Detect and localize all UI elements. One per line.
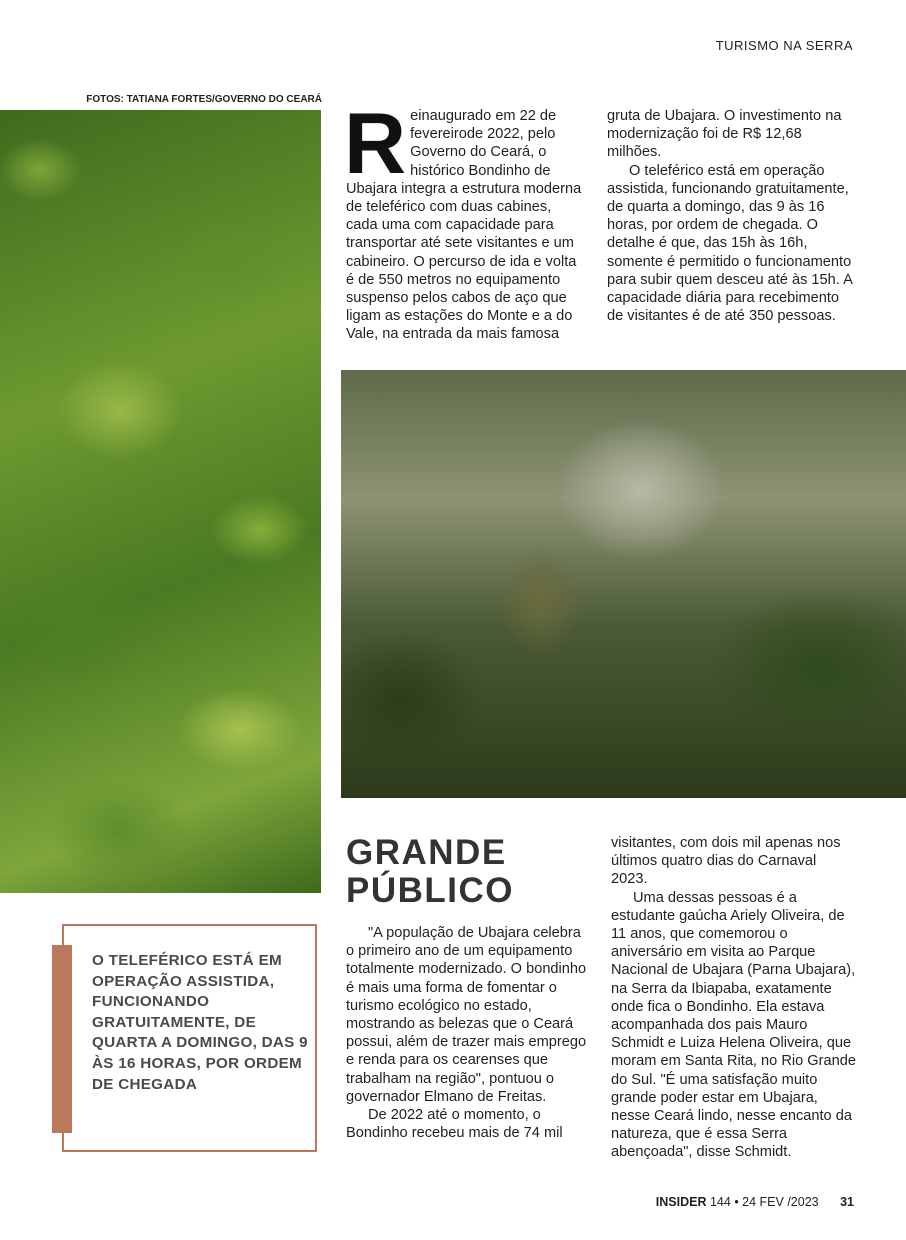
photo-credit: FOTOS: TATIANA FORTES/GOVERNO DO CEARÁ (86, 94, 322, 105)
section-heading (346, 834, 514, 910)
body-column-3 (346, 924, 591, 1142)
page-footer (656, 1195, 854, 1209)
heading-line-2: PÚBLICO (346, 871, 514, 910)
section-label: TURISMO NA SERRA (715, 38, 853, 53)
heading-line-1: GRANDE (346, 833, 507, 872)
visitors-paragraph-start: De 2022 até o momento, o Bondinho recebeu mais de 74 mil (346, 1107, 563, 1142)
governor-quote-paragraph: "A população de Ubajara celebra o primeiro ano de um equipamento totalmente modernizado. O bondinho é mais uma forma de fomentar o turismo ecológico no estado, mostrando as belezas que o Ceará possui, além de trazer mais emprego e renda para os cearenses que trabalham na região", pontuou o governador Elmano de Freitas. (346, 925, 587, 1105)
visitors-paragraph-end: visitantes, com dois mil apenas nos últimos quatro dias do Carnaval 2023. (611, 835, 841, 888)
intro-column-1 (344, 96, 586, 344)
magazine-name: INSIDER (655, 1195, 707, 1209)
body-column-4 (611, 834, 856, 1162)
pull-quote-accent-bar (52, 945, 72, 1133)
visitor-story-paragraph: Uma dessas pessoas é a estudante gaúcha Ariely Oliveira, de 11 anos, que comemorou o aniversário em visita ao Parque Nacional de Ubajara (Parna Ubajara), na Serra da Ibiapaba, exatamente onde fica o Bondinho. Ela estava acompanhada dos pais Mauro Schmidt e Luiza Helena Oliveira, que moram em Santa Rita, no Rio Grande do Sul. "É uma satisfação muito grande poder estar em Ubajara, nesse Ceará lindo, nesse encanto da natureza, que é essa Serra abençoada", disse Schmidt. (611, 889, 856, 1161)
intro-column-2 (607, 107, 852, 325)
intro-paragraph-1: einaugurado em 22 de fevereirode 2022, pelo Governo do Ceará, o histórico Bondinho de Ubajara integra a estrutura moderna de teleférico com duas cabines, cada uma com capacidade para transportar até sete visitantes e um cabineiro. O percurso de ida e volta é de 550 metros no equipamento suspenso pelos cabos de aço que ligam as estações do Monte e a do Vale, na entrada da mais famosa (346, 108, 582, 343)
page-number: 31 (840, 1195, 854, 1209)
rainforest-trail-photo (341, 370, 906, 798)
intro-paragraph-2: O teleférico está em operação assistida, funcionando gratuitamente, de quarta a domingo, das 9 às 16 horas, por ordem de chegada. O detalhe é que, das 15h às 16h, somente é permitido o funcionamento para subir quem desceu até às 15h. A capacidade diária para recebimento de visitantes é de até 350 pessoas. (607, 162, 853, 325)
intro-paragraph-1-continued: gruta de Ubajara. O investimento na modernização foi de R$ 12,68 milhões. (607, 108, 842, 161)
pull-quote-text: O TELEFÉRICO ESTÁ EM OPERAÇÃO ASSISTIDA, FUNCIONANDO GRATUITAMENTE, DE QUARTA A DOMINGO, DAS 9 ÀS 16 HORAS, POR ORDEM DE CHEGADA (92, 952, 308, 1093)
forest-canopy-photo (0, 110, 321, 893)
drop-cap: R (344, 96, 407, 192)
issue-info: 144 • 24 FEV /2023 (709, 1195, 819, 1209)
